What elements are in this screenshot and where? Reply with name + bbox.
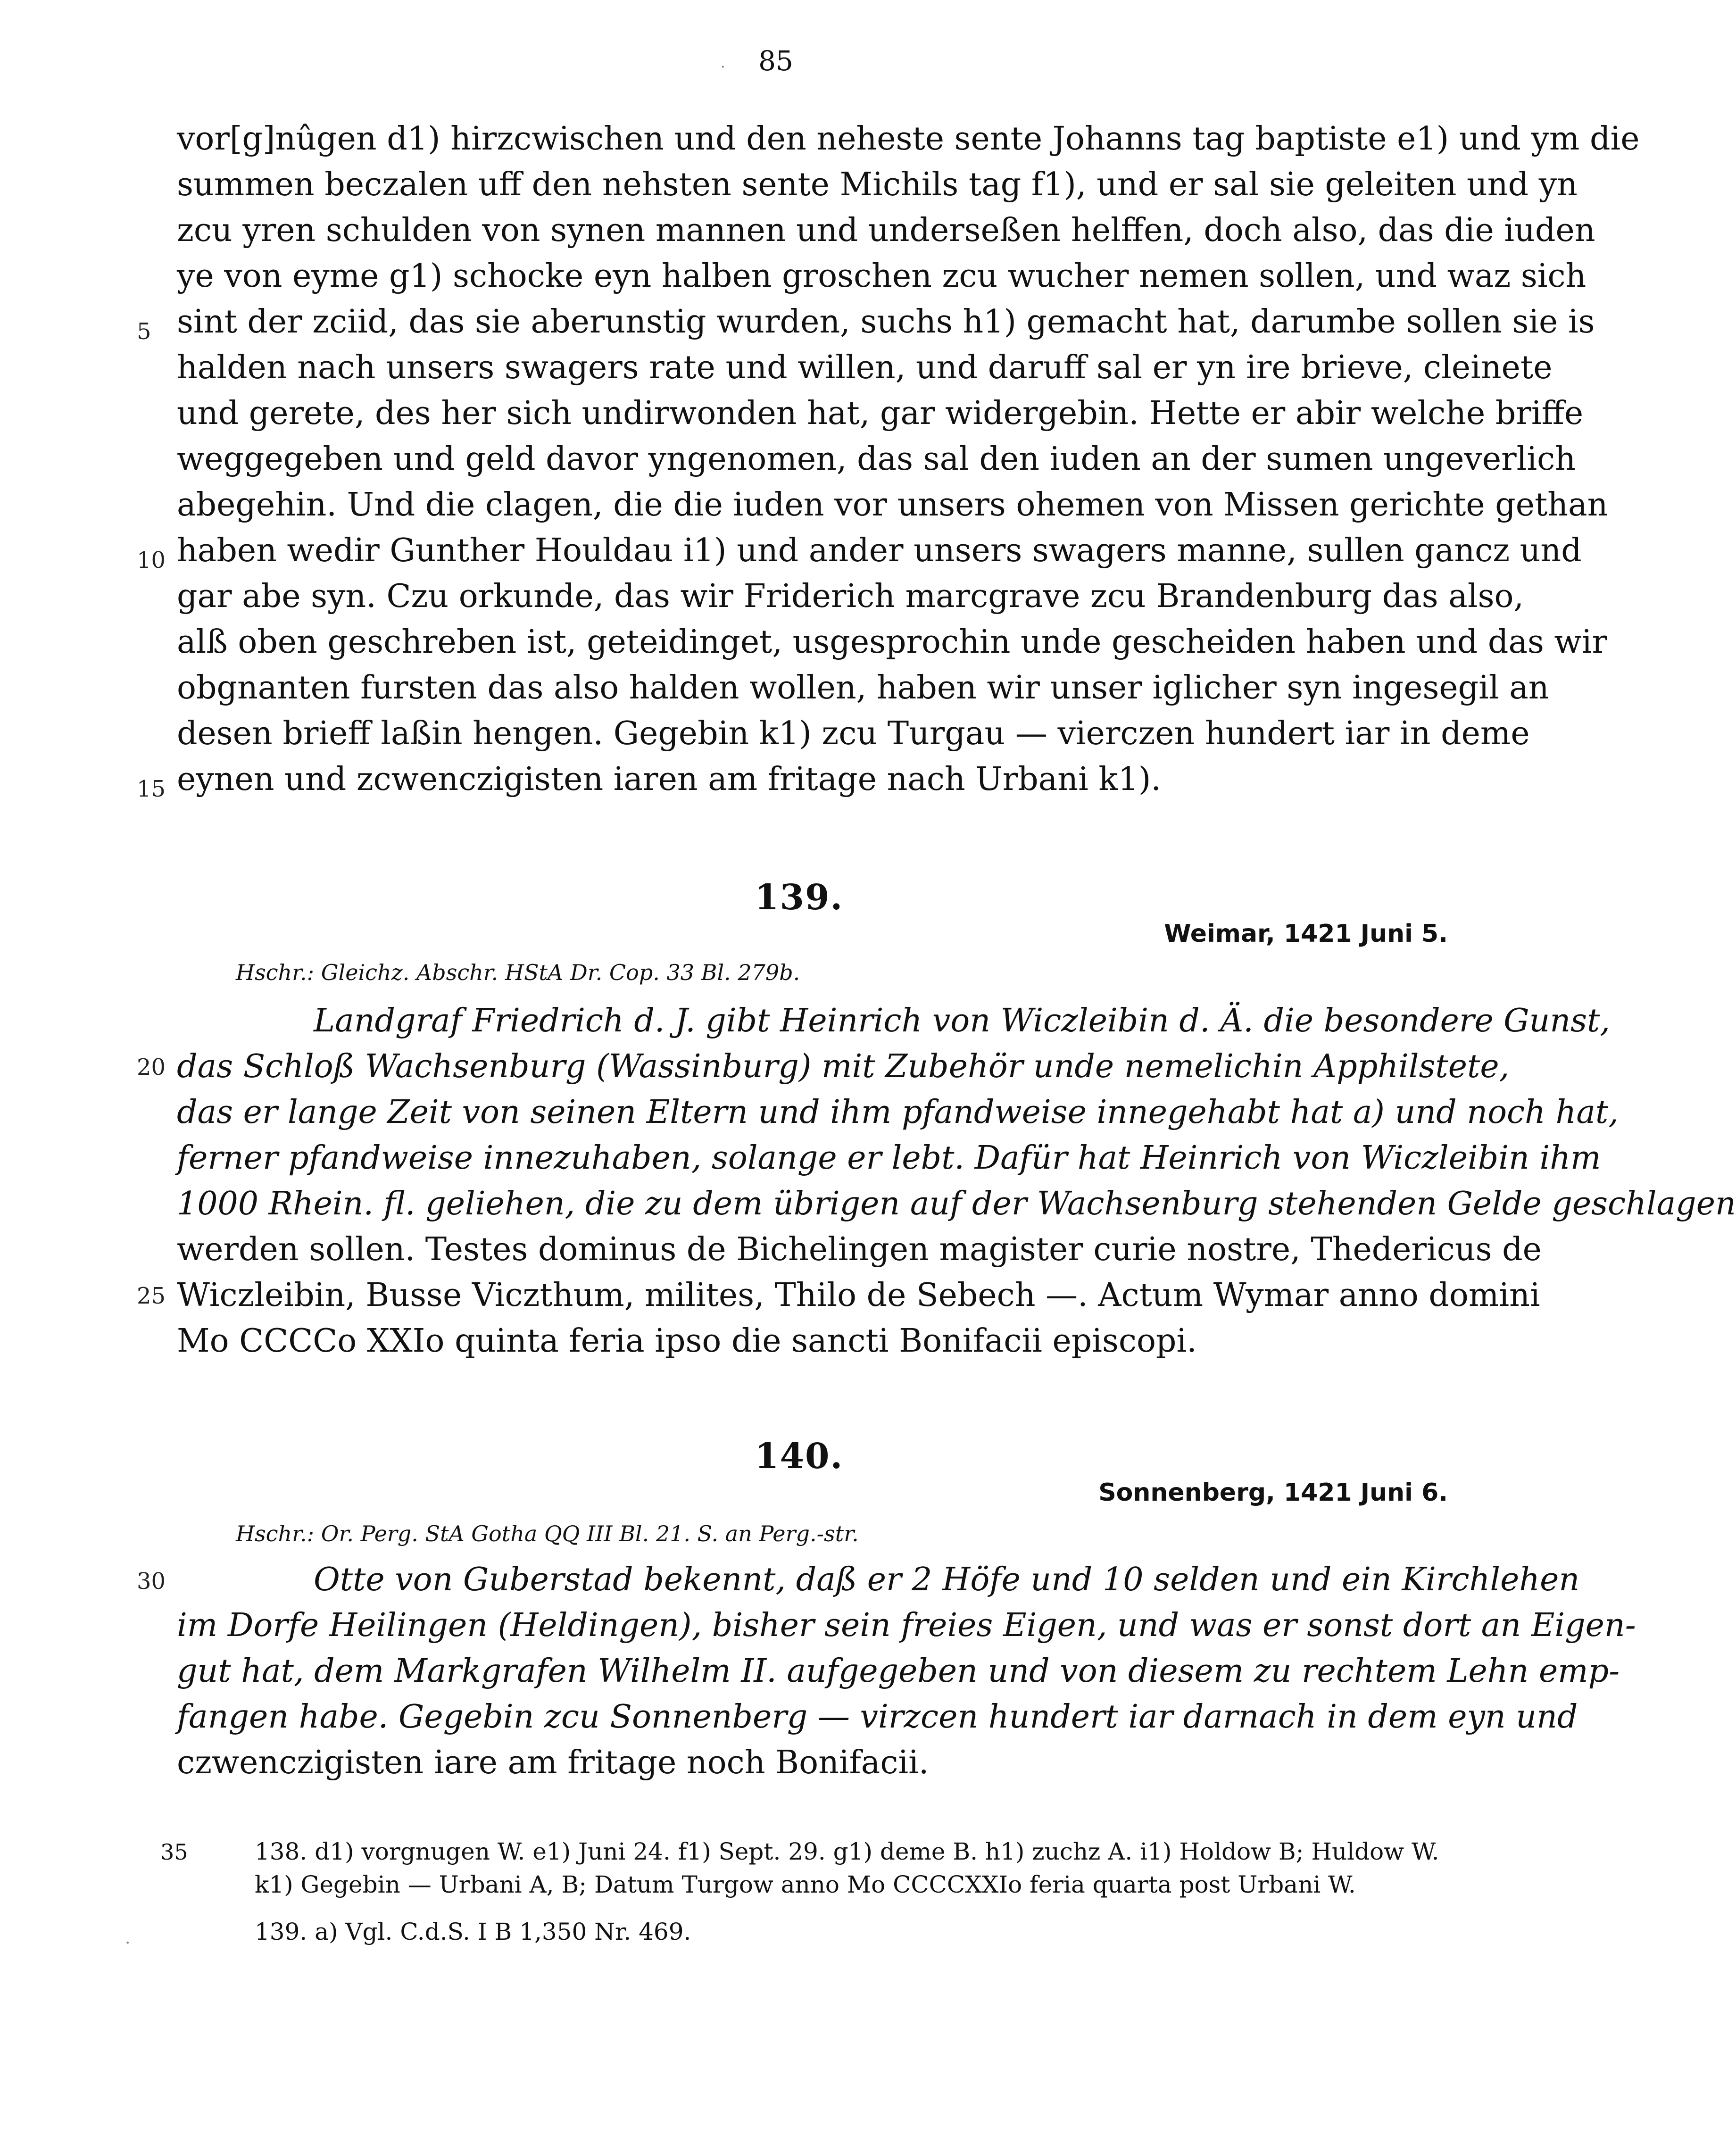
- text-line: alß oben geschreben ist, geteidinget, usgesprochin unde gescheiden haben und das wir: [177, 623, 1607, 661]
- source-note: Hschr.: Gleichz. Abschr. HStA Dr. Cop. 33 Bl. 279b.: [236, 960, 800, 985]
- text-line: sint der zciid, das sie aberunstig wurden, suchs h1) gemacht hat, darumbe sollen sie is: [177, 303, 1595, 341]
- text-line: und gerete, des her sich undirwonden hat, gar widergebin. Hette er abir welche briffe: [177, 395, 1584, 432]
- line-number: 30: [137, 1568, 166, 1595]
- page-dot: ·: [721, 59, 725, 75]
- text-line: vor[g]nûgen d1) hirzcwischen und den neheste sente Johanns tag baptiste e1) und ym die: [177, 120, 1640, 158]
- line-number: 35: [160, 1839, 188, 1865]
- regest-line: fangen habe. Gegebin zcu Sonnenberg — virzcen hundert iar darnach in dem eyn und: [177, 1698, 1578, 1736]
- regest-line: Landgraf Friedrich d. J. gibt Heinrich von Wiczleibin d. Ä. die besondere Gunst,: [314, 1002, 1610, 1039]
- line-number: 20: [137, 1054, 166, 1080]
- text-line: abegehin. Und die clagen, die die iuden vor unsers ohemen von Missen gerichte gethan: [177, 486, 1608, 523]
- source-note: Hschr.: Or. Perg. StA Gotha QQ III Bl. 21. S. an Perg.-str.: [236, 1521, 859, 1546]
- text-line: ye von eyme g1) schocke eyn halben groschen zcu wucher nemen sollen, und waz sich: [177, 258, 1586, 295]
- text-line: gar abe syn. Czu orkunde, das wir Friderich marcgrave zcu Brandenburg das also,: [177, 578, 1524, 615]
- footnote-line: 138. d1) vorgnugen W. e1) Juni 24. f1) Sept. 29. g1) deme B. h1) zuchz A. i1) Holdow B; Huldow W.: [255, 1838, 1439, 1865]
- text-line: Wiczleibin, Busse Viczthum, milites, Thilo de Sebech —. Actum Wymar anno domini: [177, 1277, 1540, 1314]
- text-line: summen beczalen uff den nehsten sente Michils tag f1), und er sal sie geleiten und yn: [177, 166, 1578, 203]
- document-number: 140.: [755, 1436, 844, 1477]
- regest-line: Otte von Guberstad bekennt, daß er 2 Höfe und 10 selden und ein Kirchlehen: [314, 1561, 1580, 1598]
- document-number: 139.: [755, 877, 844, 918]
- text-line: haben wedir Gunther Houldau i1) und ander unsers swagers manne, sullen gancz und: [177, 532, 1582, 569]
- text-line: zcu yren schulden von synen mannen und underseßen helffen, doch also, das die iuden: [177, 212, 1595, 249]
- line-number: 10: [137, 547, 166, 573]
- line-number: 25: [137, 1283, 166, 1309]
- regest-line: im Dorfe Heilingen (Heldingen), bisher sein freies Eigen, und was er sonst dort an Eigen-: [177, 1607, 1636, 1644]
- text-line: Mo CCCCo XXIo quinta feria ipso die sancti Bonifacii episcopi.: [177, 1322, 1197, 1360]
- text-line: halden nach unsers swagers rate und willen, und daruff sal er yn ire brieve, cleinete: [177, 349, 1553, 386]
- regest-line: das er lange Zeit von seinen Eltern und ihm pfandweise innegehabt hat a) und noch hat,: [177, 1094, 1619, 1131]
- text-line: eynen und zcwenczigisten iaren am fritage nach Urbani k1).: [177, 761, 1162, 798]
- text-line: czwenczigisten iare am fritage noch Bonifacii.: [177, 1744, 929, 1781]
- place-date: Sonnenberg, 1421 Juni 6.: [1098, 1479, 1448, 1507]
- footnote-line: 139. a) Vgl. C.d.S. I B 1,350 Nr. 469.: [255, 1918, 691, 1945]
- text-line: desen brieff laßin hengen. Gegebin k1) zcu Turgau — vierczen hundert iar in deme: [177, 715, 1530, 752]
- regest-line: werden sollen. Testes dominus de Bichelingen magister curie nostre, Thedericus de: [177, 1231, 1542, 1268]
- footnote-line: k1) Gegebin — Urbani A, B; Datum Turgow anno Mo CCCCXXIo feria quarta post Urbani W.: [255, 1871, 1356, 1898]
- margin-mark: ·: [125, 1934, 131, 1953]
- regest-line: gut hat, dem Markgrafen Wilhelm II. aufgegeben und von diesem zu rechtem Lehn emp-: [177, 1653, 1620, 1690]
- text-line: obgnanten fursten das also halden wollen, haben wir unser iglicher syn ingesegil an: [177, 669, 1549, 706]
- text-line: weggegeben und geld davor yngenomen, das sal den iuden an der sumen ungeverlich: [177, 440, 1576, 478]
- regest-line: 1000 Rhein. fl. geliehen, die zu dem übrigen auf der Wachsenburg stehenden Gelde geschlagen: [177, 1185, 1736, 1222]
- line-number: 5: [137, 318, 151, 345]
- regest-line: ferner pfandweise innezuhaben, solange er lebt. Dafür hat Heinrich von Wiczleibin ihm: [177, 1139, 1601, 1177]
- place-date: Weimar, 1421 Juni 5.: [1164, 920, 1448, 948]
- line-number: 15: [137, 776, 166, 802]
- regest-line: das Schloß Wachsenburg (Wassinburg) mit Zubehör unde nemelichin Apphilstete,: [177, 1048, 1510, 1085]
- page-number: 85: [758, 45, 793, 77]
